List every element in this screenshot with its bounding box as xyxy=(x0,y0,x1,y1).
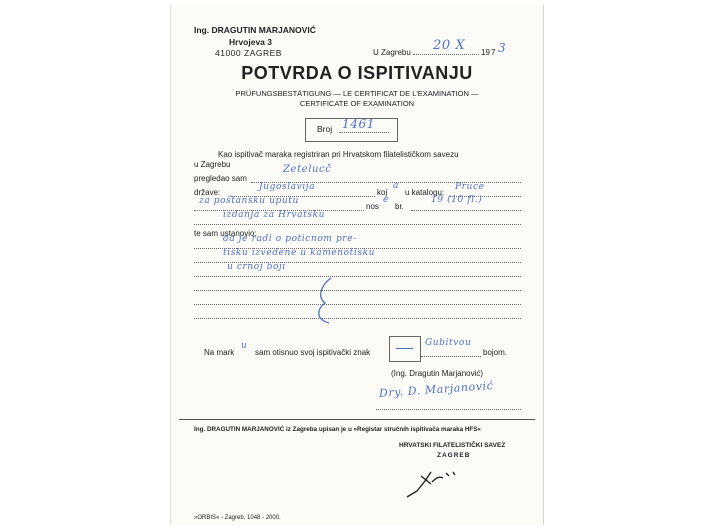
examination-mark-box xyxy=(389,336,421,362)
intro-line2: u Zagrebu xyxy=(194,160,231,169)
signature-printed-name: (Ing. Dragutin Marjanović) xyxy=(391,369,484,378)
certificate-title: POTVRDA O ISPITIVANJU xyxy=(241,63,473,83)
registry-org-line2: ZAGREB xyxy=(437,452,471,459)
country-value: Jugoslavija xyxy=(259,182,316,192)
number-label: Broj xyxy=(317,124,333,134)
country-label: države: xyxy=(194,188,221,197)
color-line xyxy=(421,356,481,357)
finding-line3-rule xyxy=(194,276,521,277)
issuer-name: Ing. DRAGUTIN MARJANOVIĆ xyxy=(194,25,316,35)
subtitle-line1: PRÜFUNGSBESTÄTIGUNG — LE CERTIFICAT DE L'EXAMINATION — xyxy=(235,89,479,98)
year-print: 7 xyxy=(491,48,496,57)
number-value: 1461 xyxy=(342,117,375,131)
signature-line xyxy=(376,409,521,410)
koj-handwritten: a xyxy=(393,181,399,191)
subtitle-line2: CERTIFICATE OF EXAMINATION xyxy=(299,99,415,108)
place-label: U Zagrebu xyxy=(373,48,411,57)
stamp-hand-letter: u xyxy=(241,341,248,351)
br-line xyxy=(411,210,521,211)
printer-imprint: »ORBIS« - Zagreb, 1048 - 2000. xyxy=(194,515,281,521)
registry-divider xyxy=(179,419,535,420)
examined-label: pregledao sam xyxy=(194,174,247,183)
closing-stroke-mark xyxy=(311,275,341,325)
issuer-street: Hrvojeva 3 xyxy=(229,37,272,47)
line3-blank xyxy=(194,224,521,225)
finding-line3: u crnoj boji xyxy=(227,262,286,272)
br-label: br. xyxy=(395,202,404,211)
catalog-label: u katalogu: xyxy=(405,188,445,197)
year-prefix: 19 xyxy=(481,48,490,57)
nos-handwritten: e xyxy=(383,195,389,205)
line2-handwritten: za poštansku uputu xyxy=(199,196,299,206)
line3-handwritten: izdanja za Hrvatsku xyxy=(223,210,326,220)
koj-label: koj xyxy=(377,188,388,197)
stamp-text-after: sam otisnuo svoj ispitivački znak xyxy=(255,348,371,357)
registry-text: Ing. DRAGUTIN MARJANOVIĆ iz Zagreba upisan je u »Registar stručnih ispitivača maraka HFS« xyxy=(194,426,481,433)
stamp-text-end: bojom. xyxy=(483,348,508,357)
signature-handwritten: Dry. D. Marjanović xyxy=(378,379,494,400)
date-line xyxy=(413,54,479,55)
registry-org-line1: HRVATSKI FILATELISTIČKI SAVEZ xyxy=(399,442,506,449)
number-line xyxy=(339,132,389,133)
year-handwritten: 3 xyxy=(498,41,507,55)
br-value: 19 (10 fl.) xyxy=(431,195,483,205)
nos-label: nos xyxy=(366,202,379,211)
finding-line1: da je radi o poticnom pre- xyxy=(223,234,357,244)
issuer-city: 41000 ZAGREB xyxy=(215,48,282,58)
stamp-text-before: Na mark xyxy=(204,348,235,357)
examination-mark-stroke xyxy=(396,348,413,349)
intro-line1: Kao ispitivač maraka registriran pri Hrvatskom filatelističkom savezu xyxy=(218,150,459,159)
catalog-value: Pruce xyxy=(455,182,485,192)
finding-line2: tisku izvedene u kamenotisku xyxy=(223,248,376,258)
blank-rule-4 xyxy=(194,290,521,291)
blank-rule-6 xyxy=(194,318,521,319)
finding-label: te sam ustanovio: xyxy=(194,229,257,238)
stamp-color-handwritten: Gubitvou xyxy=(425,338,472,348)
certificate-paper xyxy=(170,5,544,525)
official-signature-mark xyxy=(403,467,463,503)
blank-rule-5 xyxy=(194,304,521,305)
date-handwritten: 20 X xyxy=(433,38,466,53)
examined-value: Zetelucč xyxy=(283,164,332,175)
